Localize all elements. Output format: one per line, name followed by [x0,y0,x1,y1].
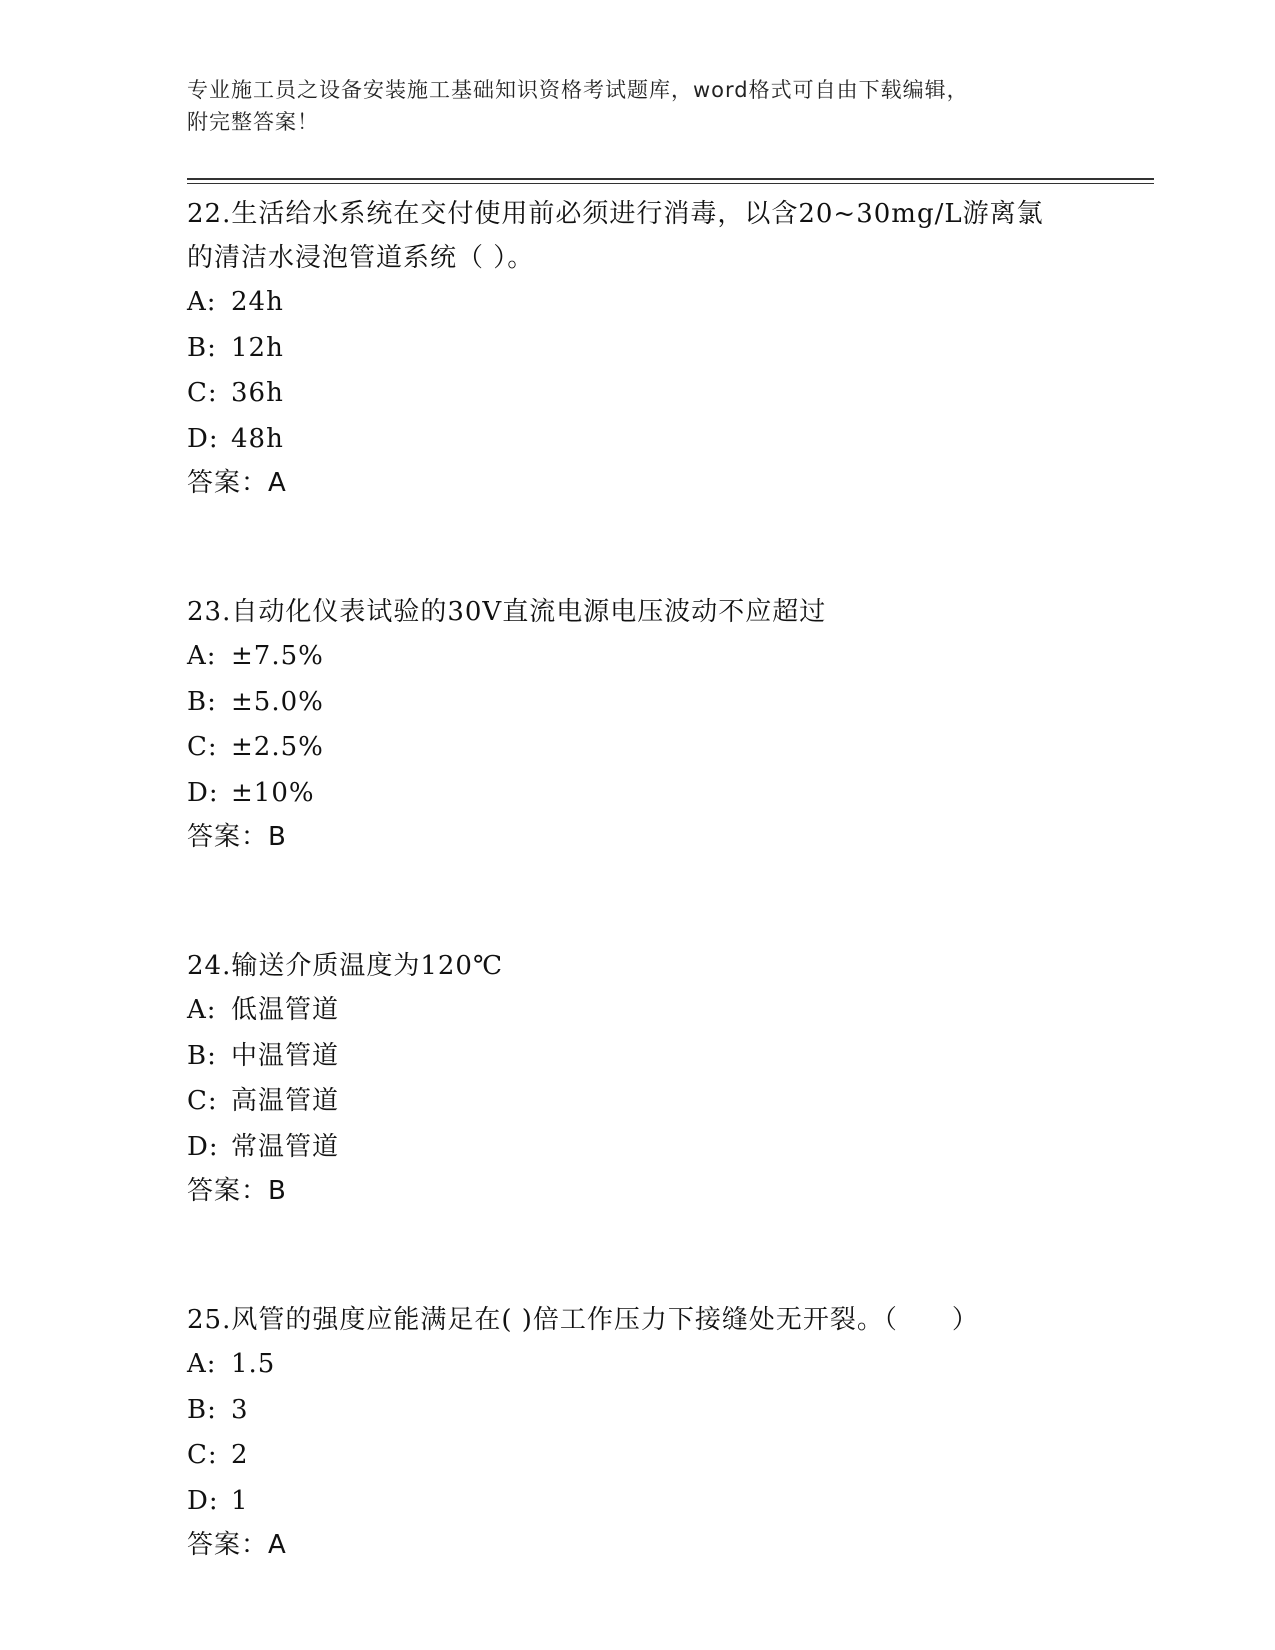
option-text: 12h [231,332,284,363]
question-22 [187,190,1087,504]
question-24 [187,942,1087,1212]
option-text: 24h [231,287,284,317]
answer-line: 答案：B [187,822,287,852]
option-text: ±2.5% [231,732,324,762]
option-text: 高温管道 [231,1086,340,1116]
option-c [187,1433,1087,1479]
question-stem [187,190,1087,280]
stem-line-1: 22.生活给水系统在交付使用前必须进行消毒，以含20~30mg/L游离氯 [187,199,1044,229]
option-text: 2 [231,1440,249,1470]
option-text: 常温管道 [231,1131,340,1162]
option-key: C: [187,1086,218,1116]
option-c [187,1079,1087,1125]
option-text: ±7.5% [231,641,324,671]
option-text: ±10% [231,777,315,808]
header-divider-thin [187,183,1154,184]
option-b [187,1034,1087,1080]
option-b [187,680,1087,726]
question-gap [187,504,1087,588]
header-divider-thick [187,178,1154,180]
option-key: A: [187,287,217,317]
option-key: C: [187,1440,218,1470]
stem-line-1: 25.风管的强度应能满足在( )倍工作压力下接缝处无开裂。（ ） [187,1305,979,1335]
document-header [187,74,1087,138]
option-text: 1.5 [231,1349,276,1379]
option-c [187,371,1087,417]
option-text: ±5.0% [231,686,324,717]
option-b [187,1388,1087,1434]
header-line-1: 专业施工员之设备安装施工基础知识资格考试题库，word格式可自由下载编辑， [187,78,969,102]
question-gap [187,1212,1087,1296]
option-d [187,1125,1087,1171]
question-list [187,190,1087,1566]
option-d [187,1479,1087,1525]
option-a [187,634,1087,680]
option-b [187,326,1087,372]
header-line-2: 附完整答案！ [187,110,319,134]
option-key: C: [187,732,218,762]
question-stem [187,588,1087,634]
option-a [187,988,1087,1034]
option-key: B: [187,332,217,363]
stem-line-2: 的清洁水浸泡管道系统（ ）。 [187,243,535,273]
option-text: 48h [231,423,284,454]
option-key: D: [187,1131,219,1162]
option-text: 36h [231,378,284,408]
answer-line: 答案：A [187,468,287,498]
question-gap [187,858,1087,942]
answer-line: 答案：B [187,1176,287,1206]
answer-line: 答案：A [187,1530,287,1560]
option-text: 中温管道 [231,1040,340,1071]
option-key: D: [187,1485,219,1516]
option-a [187,280,1087,326]
question-stem [187,1296,1087,1342]
option-text: 低温管道 [231,995,340,1025]
option-d [187,417,1087,463]
option-c [187,725,1087,771]
option-d [187,771,1087,817]
option-key: D: [187,777,219,808]
option-key: B: [187,1394,217,1425]
option-key: A: [187,995,217,1025]
option-key: C: [187,378,218,408]
option-key: B: [187,686,217,717]
question-23 [187,588,1087,858]
option-key: A: [187,1349,217,1379]
option-a [187,1342,1087,1388]
option-key: A: [187,641,217,671]
option-key: D: [187,423,219,454]
stem-line-1: 23.自动化仪表试验的30V直流电源电压波动不应超过 [187,597,827,627]
option-key: B: [187,1040,217,1071]
question-stem [187,942,1087,988]
option-text: 1 [231,1485,249,1516]
question-25 [187,1296,1087,1566]
option-text: 3 [231,1394,249,1425]
stem-line-1: 24.输送介质温度为120℃ [187,951,504,981]
